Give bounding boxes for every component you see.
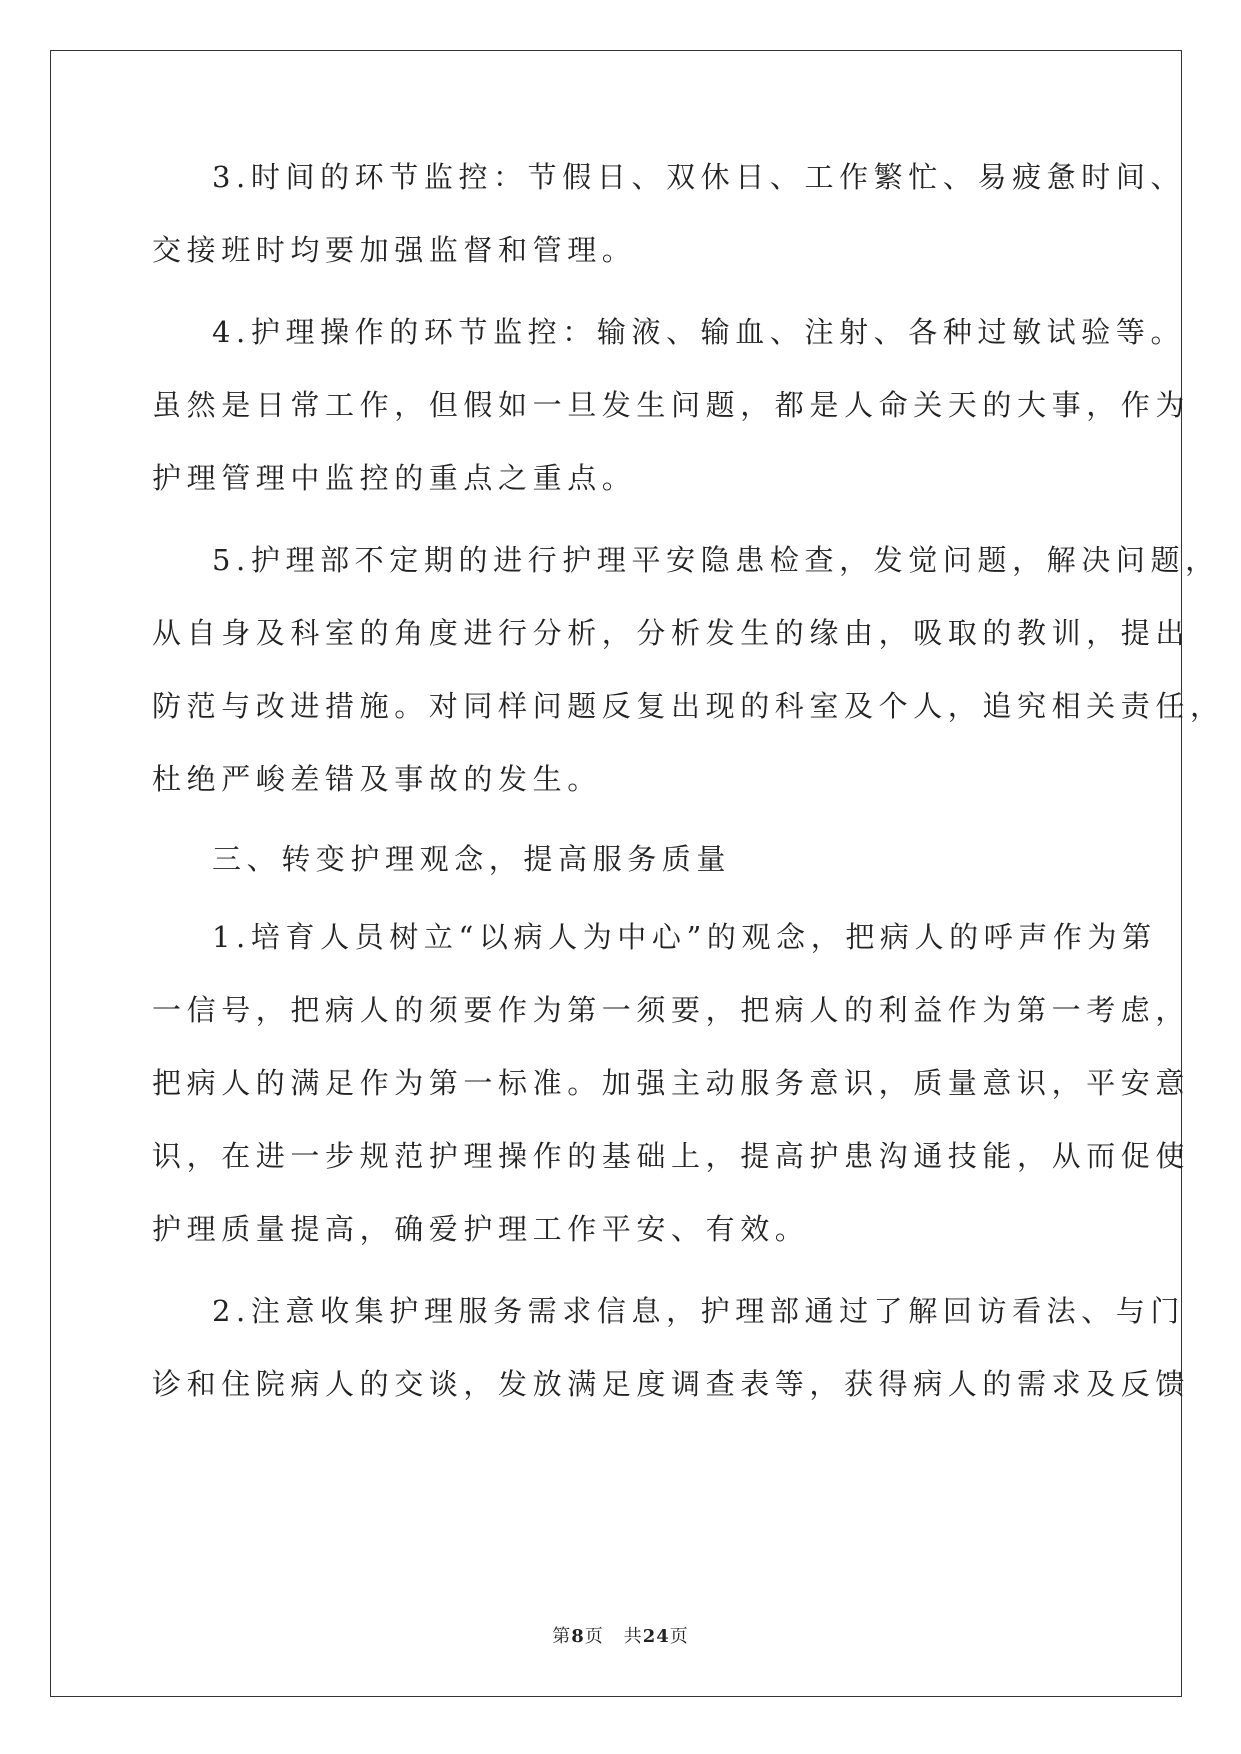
text-line: 诊和住院病人的交谈，发放满足度调查表等，获得病人的需求及反馈 <box>152 1367 1191 1401</box>
page-number: 8 <box>571 1626 585 1647</box>
text-line: 护理质量提高，确爱护理工作平安、有效。 <box>152 1212 810 1246</box>
text-line: 交接班时均要加强监督和管理。 <box>152 233 637 267</box>
page-prefix: 第 <box>552 1626 572 1647</box>
text-line: 5.护理部不定期的进行护理平安隐患检查，发觉问题，解决问题， <box>212 543 1220 577</box>
text-line: 2.注意收集护理服务需求信息，护理部通过了解回访看法、与门 <box>212 1294 1186 1328</box>
text-line: 一信号，把病人的须要作为第一须要，把病人的利益作为第一考虑， <box>152 993 1191 1027</box>
total-pages: 24 <box>642 1626 670 1647</box>
total-suffix: 页 <box>669 1626 689 1647</box>
text-line: 1.培育人员树立“以病人为中心”的观念，把病人的呼声作为第 <box>212 920 1157 954</box>
text-line: 虽然是日常工作，但假如一旦发生问题，都是人命关天的大事，作为 <box>152 388 1191 422</box>
page-suffix: 页 <box>584 1626 604 1647</box>
section-heading: 三、转变护理观念，提高服务质量 <box>212 842 732 876</box>
total-prefix: 共 <box>623 1626 643 1647</box>
text-line: 护理管理中监控的重点之重点。 <box>152 461 637 495</box>
page-footer <box>0 1622 1241 1648</box>
text-line: 防范与改进措施。对同样问题反复出现的科室及个人，追究相关责任， <box>152 689 1225 723</box>
text-line: 把病人的满足作为第一标准。加强主动服务意识，质量意识，平安意 <box>152 1066 1191 1100</box>
text-line: 3.时间的环节监控：节假日、双休日、工作繁忙、易疲惫时间、 <box>212 160 1186 194</box>
text-line: 从自身及科室的角度进行分析，分析发生的缘由，吸取的教训，提出 <box>152 616 1191 650</box>
text-line: 杜绝严峻差错及事故的发生。 <box>152 762 602 796</box>
text-line: 识，在进一步规范护理操作的基础上，提高护患沟通技能，从而促使 <box>152 1139 1191 1173</box>
text-line: 4.护理操作的环节监控：输液、输血、注射、各种过敏试验等。 <box>212 315 1186 349</box>
